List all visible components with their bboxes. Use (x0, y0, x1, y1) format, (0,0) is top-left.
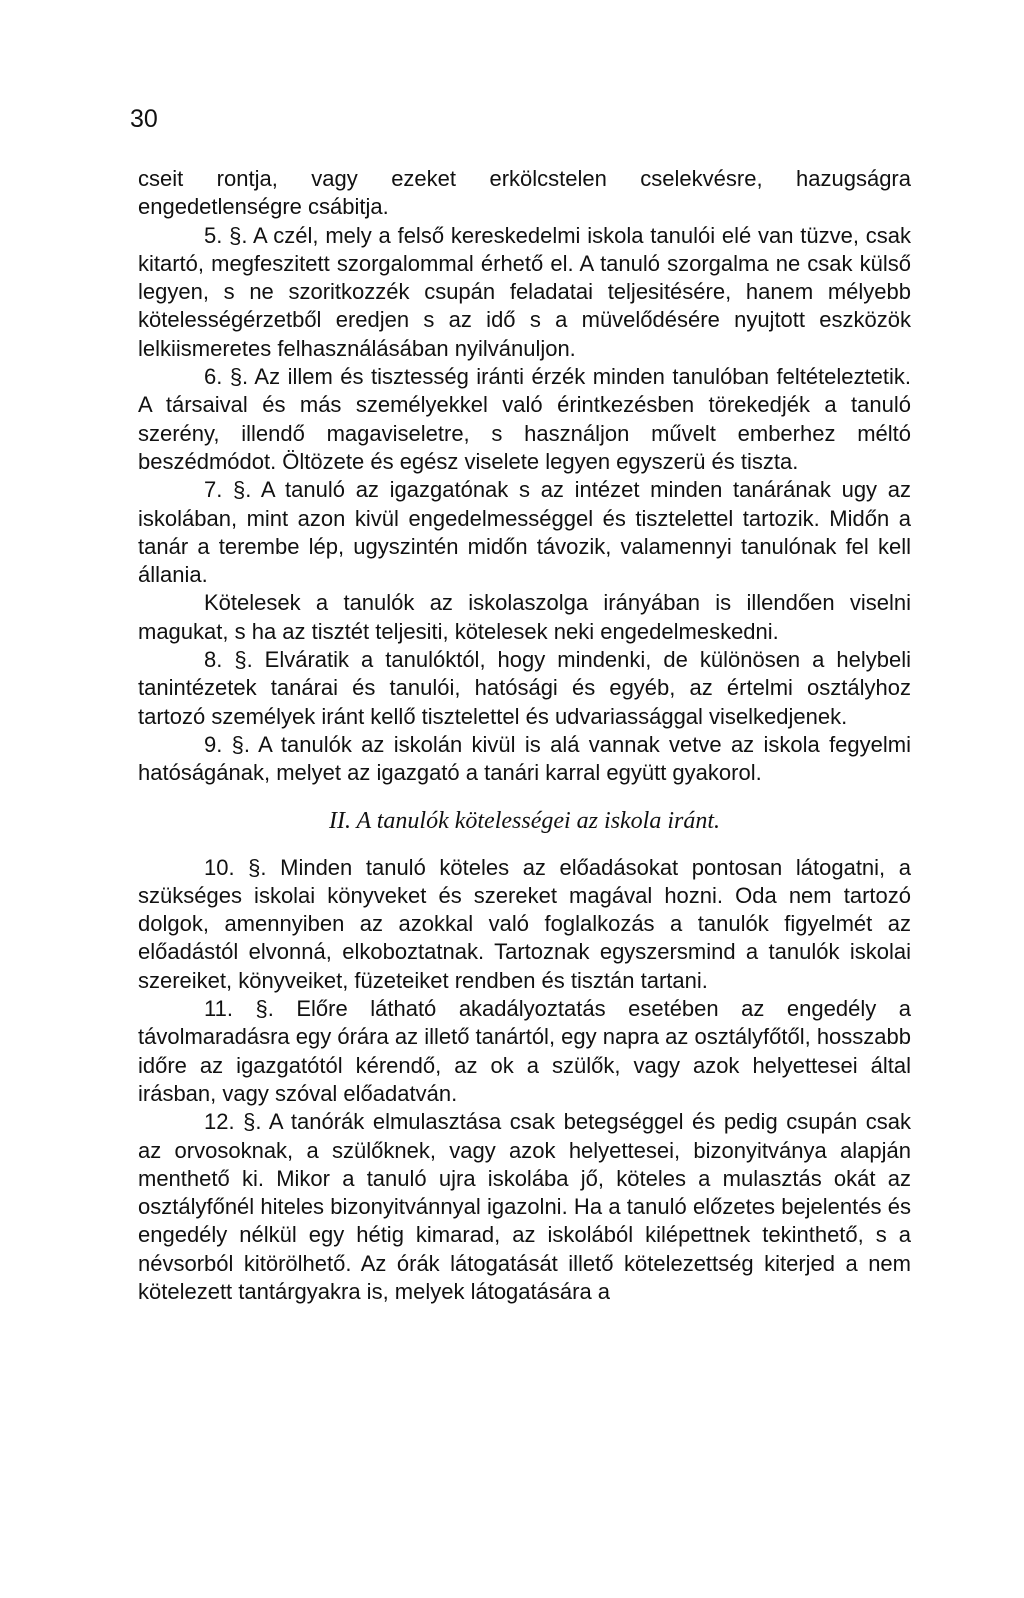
paragraph-section-6: 6. §. Az illem és tisztesség iránti érzék minden tanulóban feltételeztetik. A társaival és más személyekkel való érintkezésben törekedjék a tanuló szerény, illendő magaviseletre, s használjon művelt emberhez méltó beszédmódot. Öltözete és egész viselete legyen egyszerü és tiszta. (138, 364, 911, 474)
paragraph-section-10: 10. §. Minden tanuló köteles az előadásokat pontosan látogatni, a szükséges iskolai könyveket és szereket magával hozni. Oda nem tartozó dolgok, amennyiben az azokkal való foglalkozás a tanulók figyelmét az előadástól elvonná, elkoboztatnak. Tartoznak egyszersmind a tanulók iskolai szereiket, könyveiket, füzeteiket rendben és tisztán tartani. (138, 854, 911, 993)
paragraph-continuation: cseit rontja, vagy ezeket erkölcstelen cselekvésre, hazugságra engedetlenségre csábitja. (138, 166, 911, 220)
section-heading: II. A tanulók kötelességei az iskola iránt. (328, 807, 721, 834)
paragraph-section-8: 8. §. Elváratik a tanulóktól, hogy mindenki, de különösen a helybeli tanintézetek tanárai és tanulói, hatósági és egyéb, az értelmi osztályhoz tartozó személyek iránt kellő tisztelettel és udvariassággal viselkedjenek. (138, 647, 911, 729)
paragraph-section-5: 5. §. A czél, mely a felső kereskedelmi iskola tanulói elé van tüzve, csak kitartó, megfeszitett szorgalommal érhető el. A tanuló szorgalma ne csak külső legyen, s ne szoritkozzék csupán feladatai teljesitésére, hanem mélyebb kötelességérzetből eredjen s az idő s a müvelődésére nyujtott eszközök lelkiismeretes felhasználásában nyilvánuljon. (138, 222, 911, 361)
paragraph-section-9: 9. §. A tanulók az iskolán kivül is alá vannak vetve az iskola fegyelmi hatóságának, melyet az igazgató a tanári karral együtt gyakorol. (138, 731, 911, 786)
paragraph-section-11: 11. §. Előre látható akadályoztatás esetében az engedély a távolmaradásra egy órára az illető tanártól, egy napra az osztályfőtől, hosszabb időre az igazgatótól kérendő, az ok a szülők, vagy azok helyettesei által irásban, vagy szóval előadatván. (138, 996, 911, 1106)
page-number: 30 (130, 105, 158, 133)
body-text (138, 165, 911, 1306)
paragraph-section-7: 7. §. A tanuló az igazgatónak s az intézet minden tanárának ugy az iskolában, mint azon kivül engedelmességgel és tisztelettel tartozik. Midőn a tanár a terembe lép, ugyszintén midőn távozik, valamennyi tanulónak fel kell állania. (138, 477, 911, 588)
paragraph-section-7-cont: Kötelesek a tanulók az iskolaszolga irányában is illendően viselni magukat, s ha az tisztét teljesiti, kötelesek neki engedelmeskedni. (138, 590, 911, 644)
paragraph-section-12: 12. §. A tanórák elmulasztása csak betegséggel és pedig csupán csak az orvosoknak, a szülőknek, vagy azok helyettesei, bizonyitványa alapján menthető ki. Mikor a tanuló ujra iskolába jő, köteles a mulasztás okát az osztályfőnél hiteles bizonyitvánnyal igazolni. Ha a tanuló előzetes bejelentés és engedély nélkül egy hétig kimarad, az iskolából kilépettnek tekinthető, s a névsorból kitörölhető. Az órák látogatását illető kötelezettség kiterjed a nem kötelezett tantárgyakra is, melyek látogatására a (138, 1109, 911, 1304)
